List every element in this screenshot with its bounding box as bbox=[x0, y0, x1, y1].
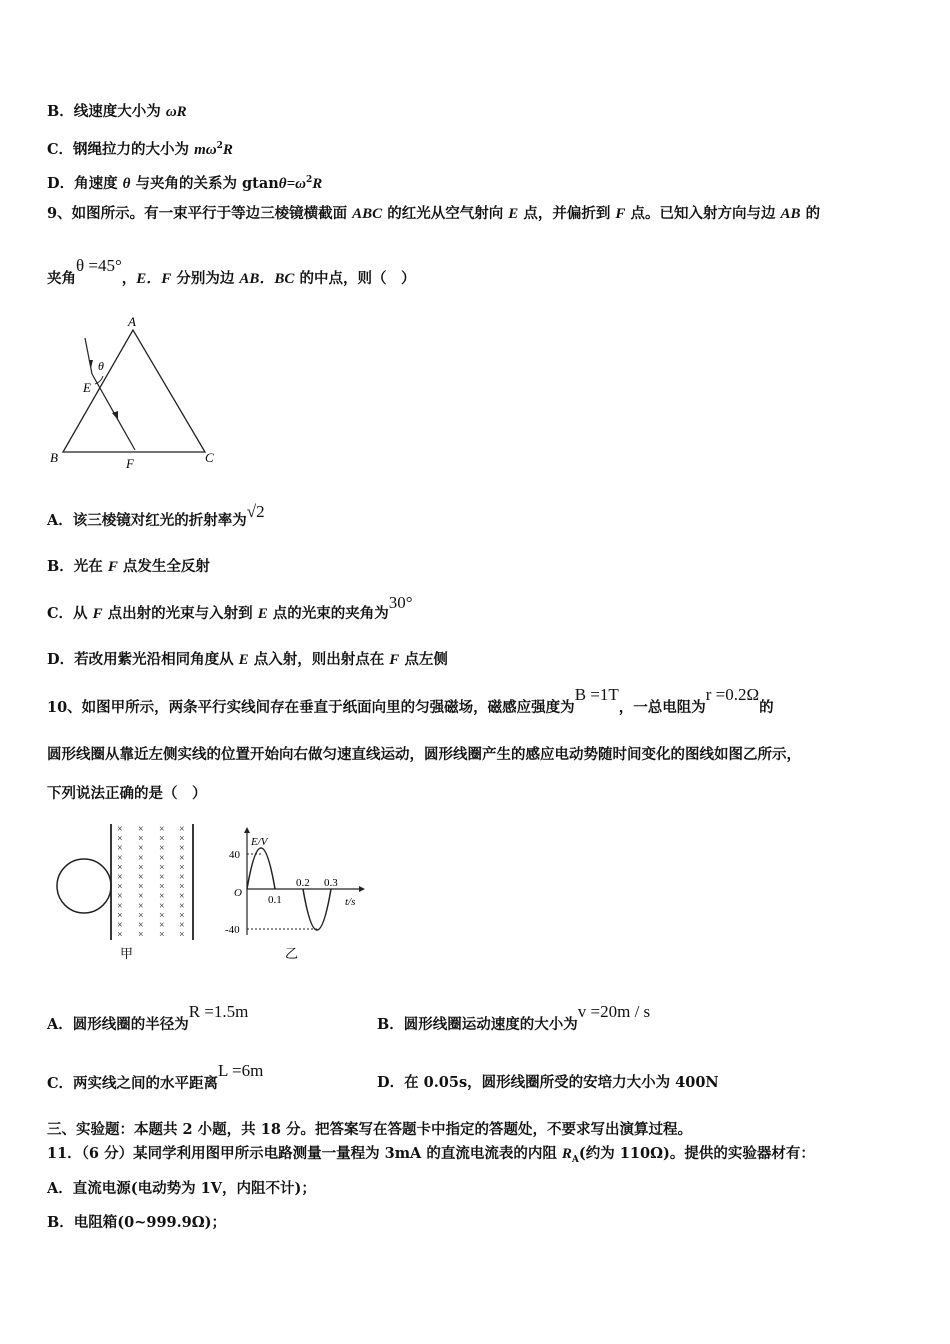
field-cross-mark: × bbox=[179, 843, 185, 855]
field-cross-mark: × bbox=[117, 881, 123, 893]
field-cross-mark: × bbox=[138, 872, 144, 883]
field-cross-mark: × bbox=[117, 910, 123, 922]
field-cross-mark: × bbox=[179, 891, 185, 903]
field-cross-mark: × bbox=[179, 862, 185, 874]
field-cross-mark: × bbox=[179, 920, 185, 931]
graph-xlabel: t/s bbox=[345, 896, 356, 908]
field-cross-mark: × bbox=[117, 852, 123, 864]
field-cross-mark: × bbox=[179, 881, 185, 893]
field-cross-mark: × bbox=[159, 881, 165, 893]
refracted-arrow bbox=[112, 411, 118, 420]
section-3-heading: 三、实验题：本题共 2 小题，共 18 分。把答案写在答题卡中指定的答题处，不要求写出演算过程。 bbox=[47, 1121, 692, 1138]
field-cross-mark: × bbox=[159, 824, 165, 835]
field-cross-mark: × bbox=[179, 872, 185, 883]
graph-ytop: 40 bbox=[229, 849, 240, 861]
q8-option-b: B．线速度大小为 ωR bbox=[47, 103, 187, 120]
field-cross-mark: × bbox=[138, 833, 144, 845]
q9-option-d: D．若改用紫光沿相同角度从 E 点入射，则出射点在 F 点左侧 bbox=[47, 651, 448, 668]
field-cross-mark: × bbox=[138, 843, 144, 855]
field-cross-mark: × bbox=[138, 891, 144, 903]
coil bbox=[57, 859, 111, 913]
label-b: B bbox=[50, 450, 58, 465]
q8-option-c: C．钢绳拉力的大小为 $m\omega^2R$ bbox=[47, 140, 233, 158]
field-cross-mark: × bbox=[117, 862, 123, 874]
q10-stem-line1: 10、如图甲所示，两条平行实线间存在垂直于纸面向里的匀强磁场，磁感应强度为B =1T，一总电阻为r =0.2Ω的 bbox=[47, 685, 774, 716]
graph-x3: 0.3 bbox=[324, 877, 338, 889]
field-cross-mark: × bbox=[138, 900, 144, 912]
field-cross-marks bbox=[117, 824, 185, 941]
field-cross-mark: × bbox=[159, 833, 165, 845]
prism-figure bbox=[45, 310, 225, 475]
graph-ylabel: E/V bbox=[251, 836, 268, 848]
graph-x1: 0.1 bbox=[268, 894, 282, 906]
field-cross-mark: × bbox=[117, 920, 123, 931]
refracted-ray bbox=[92, 374, 135, 450]
field-cross-mark: × bbox=[138, 920, 144, 931]
field-cross-mark: × bbox=[138, 929, 144, 941]
x-axis-arrow bbox=[359, 886, 365, 892]
q10-option-a: A．圆形线圈的半径为R =1.5m bbox=[47, 1002, 249, 1033]
field-cross-mark: × bbox=[179, 900, 185, 912]
field-cross-mark: × bbox=[159, 862, 165, 874]
q10-option-c: C．两实线之间的水平距离L =6m bbox=[47, 1061, 264, 1092]
field-cross-mark: × bbox=[138, 824, 144, 835]
field-cross-mark: × bbox=[138, 862, 144, 874]
q9-stem-line2: 夹角θ =45°，E．F 分别为边 AB．BC 的中点，则（ ） bbox=[47, 256, 416, 287]
q10-stem-line3: 下列说法正确的是（ ） bbox=[47, 785, 207, 802]
field-cross-mark: × bbox=[117, 929, 123, 941]
q11-stem: 11．（6 分）某同学利用图甲所示电路测量一量程为 3mA 的直流电流表的内阻 $R_A$(约为 110Ω)。提供的实验器材有： bbox=[47, 1145, 815, 1165]
y-axis-arrow bbox=[244, 827, 250, 833]
field-cross-mark: × bbox=[117, 833, 123, 845]
q10-stem-line2: 圆形线圈从靠近左侧实线的位置开始向右做匀速直线运动，圆形线圈产生的感应电动势随时间变化的图线如图乙所示， bbox=[47, 746, 801, 763]
emf-curve-negative bbox=[303, 889, 331, 930]
graph-ybot: -40 bbox=[225, 924, 240, 936]
field-figure bbox=[48, 820, 208, 965]
label-a: A bbox=[128, 314, 136, 329]
q10-option-d: D．在 0.05s，圆形线圈所受的安培力大小为 400N bbox=[377, 1074, 719, 1091]
field-cross-mark: × bbox=[159, 843, 165, 855]
field-cross-mark: × bbox=[159, 929, 165, 941]
field-cross-mark: × bbox=[117, 872, 123, 883]
field-cross-mark: × bbox=[117, 891, 123, 903]
q9-stem-line1: 9、如图所示。有一束平行于等边三棱镜横截面 ABC 的红光从空气射向 E 点，并偏折到 F 点。已知入射方向与边 AB 的 bbox=[47, 205, 821, 222]
field-cross-mark: × bbox=[117, 900, 123, 912]
label-jia: 甲 bbox=[120, 946, 134, 961]
field-cross-mark: × bbox=[159, 910, 165, 922]
field-cross-mark: × bbox=[138, 910, 144, 922]
emf-graph bbox=[225, 825, 370, 965]
field-cross-mark: × bbox=[179, 833, 185, 845]
q8-option-d: D．角速度 θ 与夹角的关系为 $gtan\theta=\omega^2R$ bbox=[47, 174, 323, 192]
field-cross-mark: × bbox=[159, 872, 165, 883]
theta-arc bbox=[95, 376, 103, 384]
incident-ray bbox=[85, 338, 92, 374]
field-cross-mark: × bbox=[179, 929, 185, 941]
label-c: C bbox=[205, 450, 214, 465]
graph-x2: 0.2 bbox=[296, 877, 310, 889]
graph-origin: O bbox=[234, 887, 242, 899]
field-cross-mark: × bbox=[138, 852, 144, 864]
q10-option-b: B．圆形线圈运动速度的大小为v =20m / s bbox=[377, 1002, 651, 1033]
field-cross-mark: × bbox=[159, 900, 165, 912]
q9-option-c: C．从 F 点出射的光束与入射到 E 点的光束的夹角为30° bbox=[47, 593, 413, 622]
field-cross-mark: × bbox=[117, 843, 123, 855]
q9-option-b: B．光在 F 点发生全反射 bbox=[47, 558, 210, 575]
field-cross-mark: × bbox=[159, 852, 165, 864]
field-cross-mark: × bbox=[159, 920, 165, 931]
field-cross-mark: × bbox=[179, 852, 185, 864]
q11-option-a: A．直流电源(电动势为 1V，内阻不计)； bbox=[47, 1180, 316, 1197]
q11-option-b: B．电阻箱(0~999.9Ω)； bbox=[47, 1214, 227, 1231]
label-f: F bbox=[126, 456, 134, 471]
field-cross-mark: × bbox=[179, 910, 185, 922]
field-cross-mark: × bbox=[117, 824, 123, 835]
field-cross-mark: × bbox=[138, 881, 144, 893]
label-e: E bbox=[83, 380, 91, 395]
field-cross-mark: × bbox=[159, 891, 165, 903]
label-yi: 乙 bbox=[285, 946, 299, 961]
field-cross-mark: × bbox=[179, 824, 185, 835]
q9-option-a: A．该三棱镜对红光的折射率为√2 bbox=[47, 502, 265, 529]
label-theta: θ bbox=[98, 359, 104, 373]
